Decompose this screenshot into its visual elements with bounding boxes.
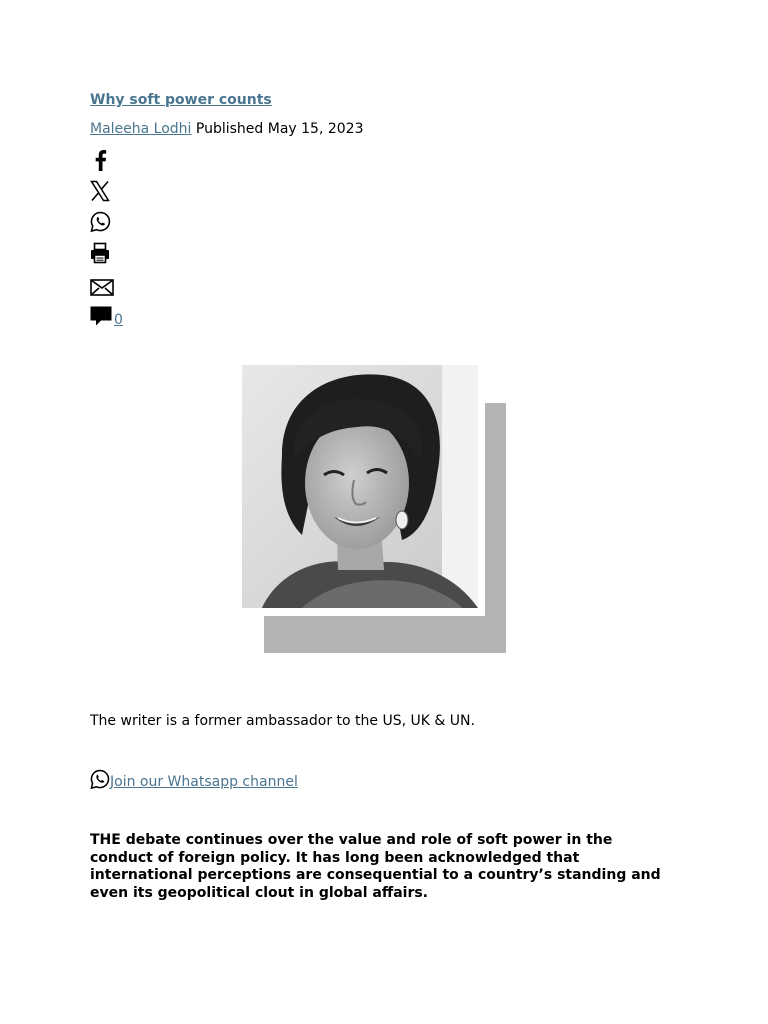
x-icon [90,180,110,202]
print-icon [90,242,110,264]
published-date: Published May 15, 2023 [195,121,364,137]
author-link[interactable]: Maleeha Lodhi [90,121,192,137]
x-share-button[interactable] [90,178,130,202]
photo-gap-vertical [478,395,485,616]
whatsapp-channel-link[interactable] [90,769,298,790]
email-share-button[interactable] [90,273,130,297]
whatsapp-share-button[interactable] [90,209,130,233]
facebook-icon [90,149,110,171]
print-button[interactable] [90,240,130,264]
whatsapp-channel-label[interactable]: Join our Whatsapp channel [110,774,298,790]
comments-button[interactable] [90,303,130,327]
comment-count[interactable]: 0 [114,312,123,328]
email-icon [90,277,114,297]
author-bio: The writer is a former ambassador to the US, UK & UN. [90,713,475,729]
comment-icon [90,305,112,327]
article-lead-paragraph: THE debate continues over the value and role of soft power in the conduct of foreign policy. It has long been acknowledged that international perceptions are consequential to a country’s standing and even its geopolitical clout in global affairs. [90,832,661,901]
whatsapp-icon [90,769,110,790]
article-title[interactable]: Why soft power counts [90,92,272,108]
whatsapp-icon [90,211,111,233]
photo-shadow-horizontal [264,616,506,653]
byline [90,121,364,137]
facebook-share-button[interactable] [90,147,130,171]
photo-gap-horizontal [264,608,485,616]
author-photo-frame [242,365,506,653]
author-photo [242,365,478,608]
